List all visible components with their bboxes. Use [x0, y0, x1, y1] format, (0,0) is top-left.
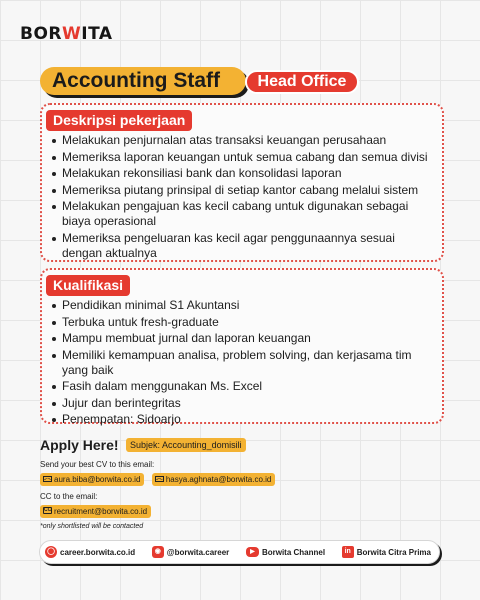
list-item: Fasih dalam menggunakan Ms. Excel [50, 379, 432, 394]
footer-website-link[interactable]: ◯ career.borwita.co.id [45, 546, 135, 558]
section-heading-description: Deskripsi pekerjaan [46, 110, 192, 131]
location-badge: Head Office [245, 70, 359, 94]
email-link-secondary[interactable]: hasya.aghnata@borwita.co.id [152, 473, 276, 486]
list-item: Memeriksa pengeluaran kas kecil agar penggunaannya sesuai dengan aktualnya [50, 231, 432, 261]
youtube-icon: ▶ [246, 547, 259, 557]
list-item: Memeriksa piutang prinsipal di setiap kantor cabang melalui sistem [50, 183, 432, 198]
list-item: Memiliki kemampuan analisa, problem solving, dan kerjasama tim yang baik [50, 348, 432, 378]
mail-icon [43, 476, 52, 482]
apply-section [40, 436, 460, 530]
list-item: Penempatan: Sidoarjo [50, 412, 432, 427]
list-item: Terbuka untuk fresh-graduate [50, 315, 432, 330]
description-list [50, 133, 432, 261]
email-subject: Subjek: Accounting_domisili [126, 438, 246, 452]
list-item: Jujur dan berintegritas [50, 396, 432, 411]
borwita-logo: BORWITA [20, 24, 113, 44]
send-cv-label: Send your best CV to this email: [40, 460, 155, 469]
list-item: Memeriksa laporan keuangan untuk semua cabang dan semua divisi [50, 150, 432, 165]
list-item: Melakukan pengajuan kas kecil cabang untuk digunakan sebagai biaya operasional [50, 199, 432, 229]
list-item: Melakukan rekonsiliasi bank dan konsolidasi laporan [50, 166, 432, 181]
shortlist-note: *only shortlisted will be contacted [40, 523, 144, 530]
social-footer [39, 540, 440, 564]
job-description-section [40, 103, 444, 262]
job-title: Accounting Staff [40, 67, 246, 95]
cc-icon: CC [44, 507, 52, 514]
cc-row [40, 505, 460, 518]
section-heading-qualifications: Kualifikasi [46, 275, 130, 296]
linkedin-icon: in [342, 546, 354, 558]
mail-icon [155, 476, 164, 482]
email-link-primary[interactable]: aura.biba@borwita.co.id [40, 473, 144, 486]
list-item: Pendidikan minimal S1 Akuntansi [50, 298, 432, 313]
globe-icon: ◯ [45, 546, 57, 558]
footer-youtube-link[interactable]: ▶ Borwita Channel [246, 547, 325, 557]
qualifications-list [50, 298, 432, 427]
footer-linkedin-link[interactable]: in Borwita Citra Prima [342, 546, 431, 558]
footer-instagram-link[interactable]: ◉ @borwita.career [152, 546, 230, 558]
list-item: Mampu membuat jurnal dan laporan keuangan [50, 331, 432, 346]
cc-label: CC to the email: [40, 492, 98, 501]
email-row [40, 473, 460, 486]
email-link-cc[interactable]: CC recruitment@borwita.co.id [40, 505, 151, 518]
instagram-icon: ◉ [152, 546, 164, 558]
list-item: Melakukan penjurnalan atas transaksi keuangan perusahaan [50, 133, 432, 148]
qualifications-section [40, 268, 444, 424]
apply-title: Apply Here! [40, 436, 119, 453]
